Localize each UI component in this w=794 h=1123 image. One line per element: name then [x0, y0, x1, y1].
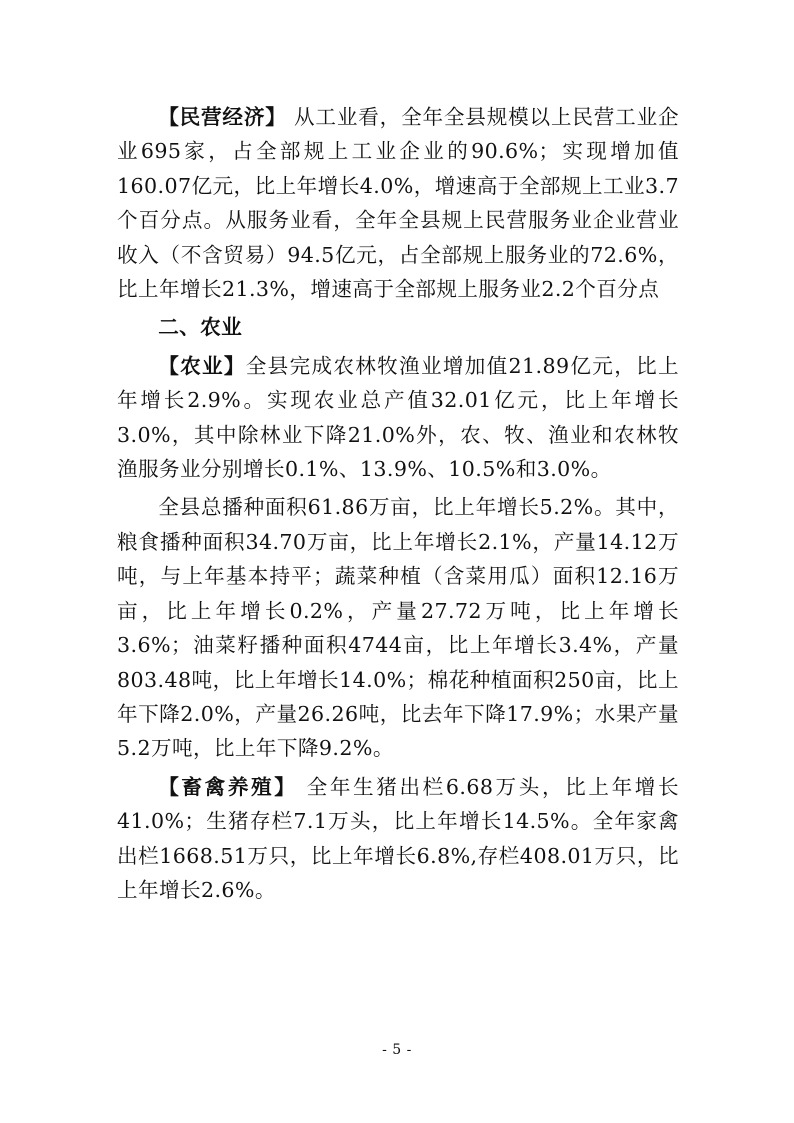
section-label-livestock: 【畜禽养殖】 — [158, 774, 298, 799]
section-heading-agriculture: 二、农业 — [158, 315, 243, 340]
page-number: - 5 - — [382, 1042, 412, 1058]
section-label-private-economy: 【民营经济】 — [158, 105, 287, 129]
paragraph-sown-area: 全县总播种面积61.86万亩，比上年增长5.2%。其中，粮食播种面积34.70万亩，比上年增长2.1%，产量14.12万吨，与上年基本持平；蔬菜种植（含菜用瓜）面积12.16万亩，比上年增长0.2%，产量27.72万吨，比上年增长3.6%；油菜籽播种面积4744亩，比上年增长3.4%，产量803.48吨，比上年增长14.0%；棉花种植面积250亩，比上年下降2.0%，产量26.26吨，比去年下降17.9%；水果产量5.2万吨，比上年下降9.2%。 — [117, 495, 679, 761]
paragraph-text-private-economy: 从工业看，全年全县规模以上民营工业企业695家，占全部规上工业企业的90.6%；实现增加值160.07亿元，比上年增长4.0%，增速高于全部规上工业3.7个百分点。从服务业看，全年全县规上民营服务业企业营业收入（不含贸易）94.5亿元，占全部规上服务业的72.6%，比上年增长21.3%，增速高于全部规上服务业2.2个百分点 — [117, 105, 679, 302]
paragraph-text-agriculture: 全县完成农林牧渔业增加值21.89亿元，比上年增长2.9%。实现农业总产值32.01亿元，比上年增长3.0%，其中除林业下降21.0%外，农、牧、渔业和农林牧渔服务业分别增长0.1%、13.9%、10.5%和3.0%。 — [117, 353, 679, 482]
paragraph-agriculture — [117, 349, 679, 487]
paragraph-text-livestock: 全年生猪出栏6.68万头，比上年增长41.0%；生猪存栏7.1万头，比上年增长14.5%。全年家禽出栏1668.51万只，比上年增长6.8%,存栏408.01万只，比上年增长2.6%。 — [117, 774, 680, 902]
paragraph-livestock — [117, 770, 679, 908]
section-label-agriculture: 【农业】 — [158, 353, 246, 378]
document-page — [117, 100, 679, 907]
paragraph-private-economy — [117, 100, 679, 306]
